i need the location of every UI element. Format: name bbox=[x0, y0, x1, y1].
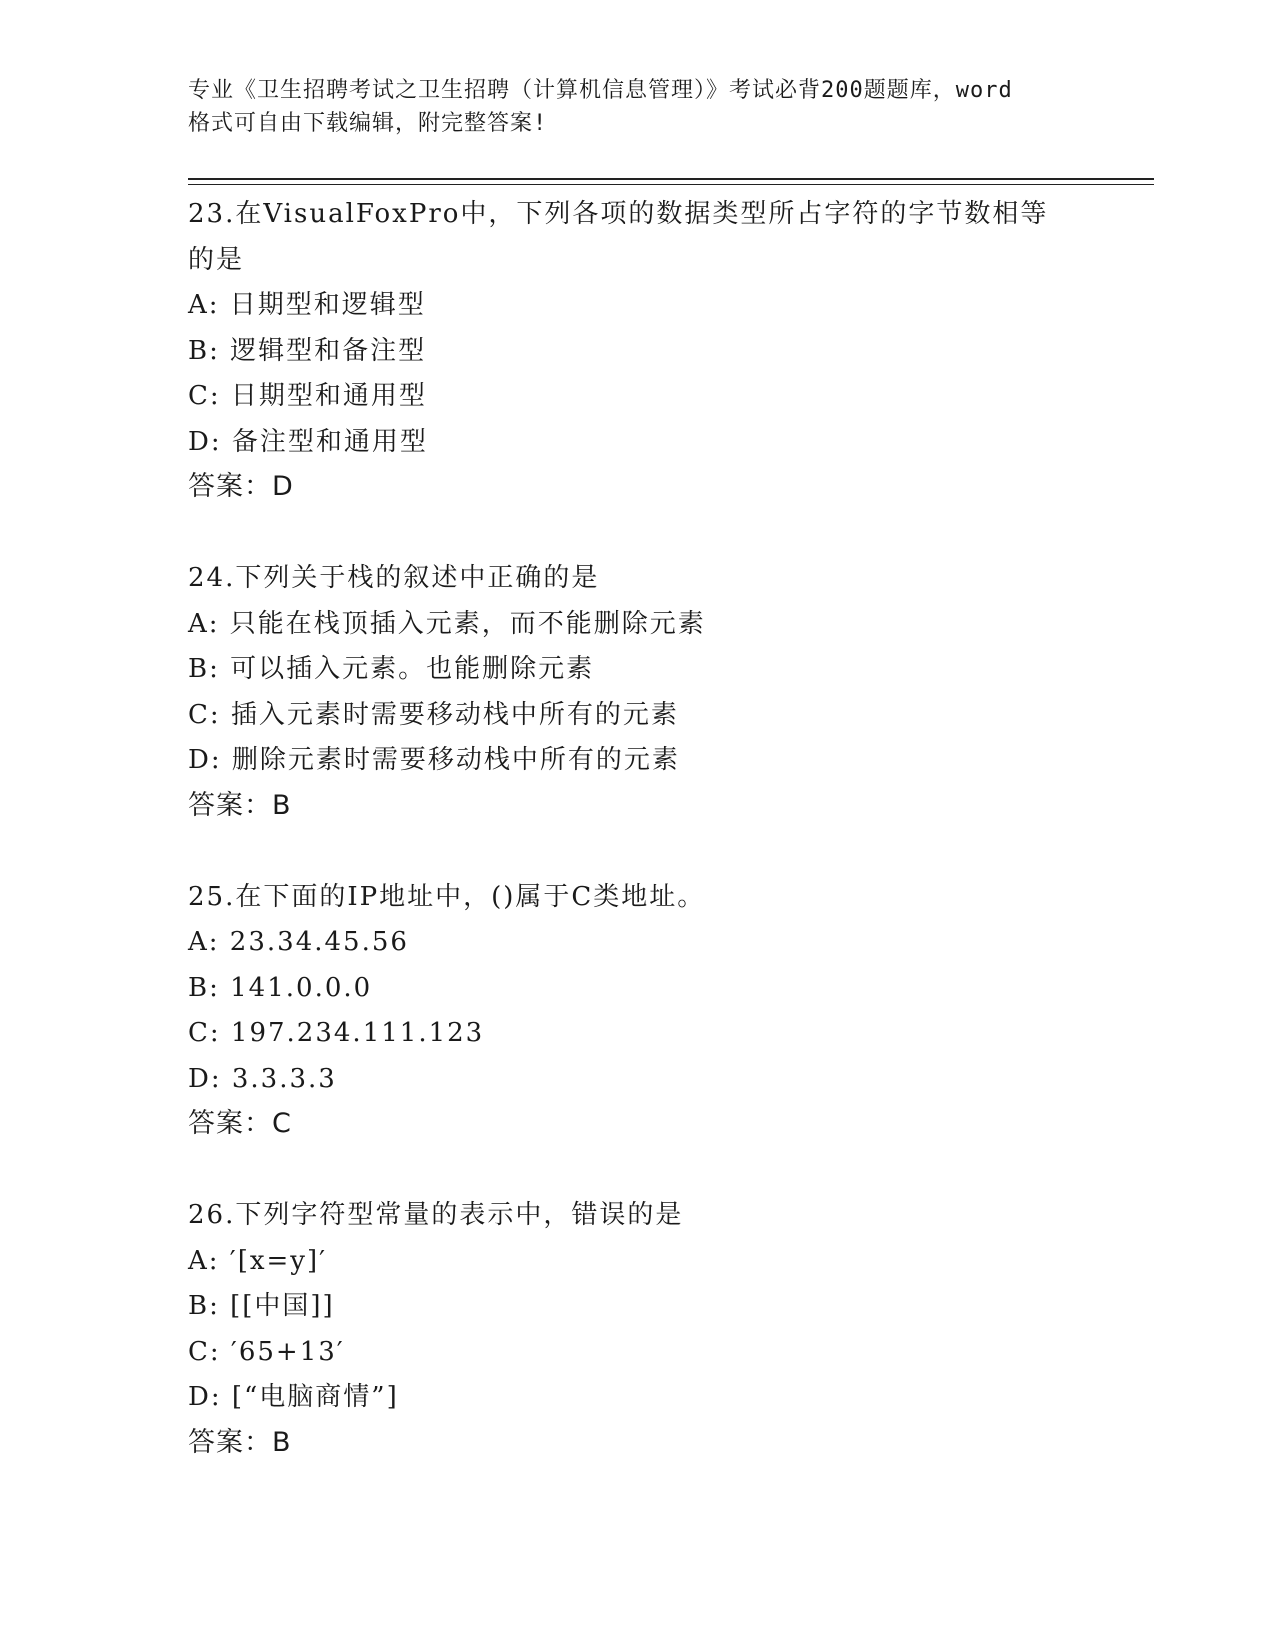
option-c: C: ′65+13′ bbox=[188, 1336, 345, 1367]
question-text: 24.下列关于栈的叙述中正确的是 bbox=[188, 563, 600, 593]
option-d: D: [“电脑商情”] bbox=[188, 1382, 399, 1412]
header-line-2: 格式可自由下载编辑，附完整答案! bbox=[188, 111, 548, 136]
question-23 bbox=[188, 192, 1088, 509]
option-a: A: 只能在栈顶插入元素，而不能删除元素 bbox=[188, 608, 706, 639]
answer: 答案：B bbox=[188, 1426, 292, 1458]
question-text: 25.在下面的IP地址中，()属于C类地址。 bbox=[188, 881, 706, 912]
document-header bbox=[188, 74, 1088, 140]
option-a: A: 23.34.45.56 bbox=[188, 927, 409, 957]
question-text: 23.在VisualFoxPro中，下列各项的数据类型所占字符的字节数相等 bbox=[188, 199, 1049, 229]
question-25 bbox=[188, 875, 1088, 1147]
header-divider-thin bbox=[188, 184, 1154, 185]
question-26 bbox=[188, 1193, 1088, 1465]
answer: 答案：C bbox=[188, 1108, 292, 1139]
answer: 答案：B bbox=[188, 789, 292, 821]
option-c: C: 插入元素时需要移动栈中所有的元素 bbox=[188, 699, 679, 730]
option-a: A: ′[x=y]′ bbox=[188, 1245, 328, 1276]
option-b: B: 可以插入元素。也能删除元素 bbox=[188, 654, 595, 684]
header-line-1: 专业《卫生招聘考试之卫生招聘（计算机信息管理）》考试必背200题题库，word bbox=[188, 78, 1013, 103]
option-b: B: 141.0.0.0 bbox=[188, 972, 373, 1003]
option-c: C: 日期型和通用型 bbox=[188, 381, 427, 411]
option-d: D: 删除元素时需要移动栈中所有的元素 bbox=[188, 745, 680, 775]
option-a: A: 日期型和逻辑型 bbox=[188, 290, 426, 320]
option-d: D: 备注型和通用型 bbox=[188, 426, 428, 457]
option-b: B: [[中国]] bbox=[188, 1291, 335, 1321]
question-text: 26.下列字符型常量的表示中，错误的是 bbox=[188, 1200, 684, 1230]
option-c: C: 197.234.111.123 bbox=[188, 1018, 485, 1048]
question-24 bbox=[188, 556, 1088, 828]
question-text-continued: 的是 bbox=[188, 244, 245, 275]
option-b: B: 逻辑型和备注型 bbox=[188, 335, 427, 366]
option-d: D: 3.3.3.3 bbox=[188, 1063, 337, 1094]
header-divider-thick bbox=[188, 178, 1154, 180]
question-list bbox=[188, 192, 1088, 1512]
answer: 答案：D bbox=[188, 471, 294, 502]
